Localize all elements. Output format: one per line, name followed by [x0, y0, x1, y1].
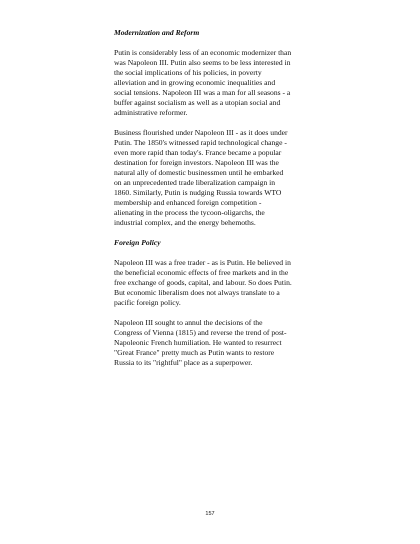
paragraph-free-trader [114, 258, 324, 308]
text-line: Russia to its "rightful" place as a superpower. [114, 358, 253, 367]
text-line: social tensions. Napoleon III was a man for all seasons - a [114, 88, 291, 97]
text-line: Napoleon III was a free trader - as is Putin. He believed in [114, 258, 291, 267]
text-line: industrial complex, and the energy behemoths. [114, 218, 256, 227]
text-line: the social implications of his policies, in poverty [114, 68, 262, 77]
text-line: But economic liberalism does not always translate to a [114, 288, 280, 297]
text-line: membership and enhanced foreign competition - [114, 198, 262, 207]
text-line: buffer against socialism as well as a utopian social and [114, 98, 281, 107]
text-line: free exchange of goods, capital, and labour. So does Putin. [114, 278, 292, 287]
text-line: Business flourished under Napoleon III - as it does under [114, 128, 288, 137]
text-line: natural ally of domestic businessmen until he embarked [114, 168, 284, 177]
text-line: even more rapid than today's. France became a popular [114, 148, 282, 157]
text-line: Napoleon III sought to annul the decisions of the [114, 318, 263, 327]
text-line: Putin is considerably less of an economic modernizer than [114, 48, 292, 57]
text-line: alleviation and in growing economic inequalities and [114, 78, 276, 87]
section-heading-foreign-policy: Foreign Policy [114, 238, 161, 247]
page-number: 157 [205, 511, 215, 517]
page-content [114, 28, 324, 378]
text-line: destination for foreign investors. Napoleon III was the [114, 158, 279, 167]
section-heading-modernization: Modernization and Reform [114, 28, 200, 37]
text-line: on an unprecedented trade liberalization campaign in [114, 178, 276, 187]
text-line: 1860. Similarly, Putin is nudging Russia towards WTO [114, 188, 282, 197]
text-line: Congress of Vienna (1815) and reverse the trend of post- [114, 328, 287, 337]
paragraph-congress-of-vienna [114, 318, 324, 368]
text-line: Napoleonic French humiliation. He wanted to resurrect [114, 338, 282, 347]
paragraph-modernizer [114, 48, 324, 118]
text-line: the beneficial economic effects of free markets and in the [114, 268, 289, 277]
paragraph-business [114, 128, 324, 228]
text-line: was Napoleon III. Putin also seems to be less interested in [114, 58, 291, 67]
text-line: administrative reformer. [114, 108, 188, 117]
text-line: "Great France" pretty much as Putin wants to restore [114, 348, 275, 357]
text-line: pacific foreign policy. [114, 298, 181, 307]
text-line: alienating in the process the tycoon-oligarchs, the [114, 208, 265, 217]
text-line: Putin. The 1850's witnessed rapid technological change - [114, 138, 287, 147]
